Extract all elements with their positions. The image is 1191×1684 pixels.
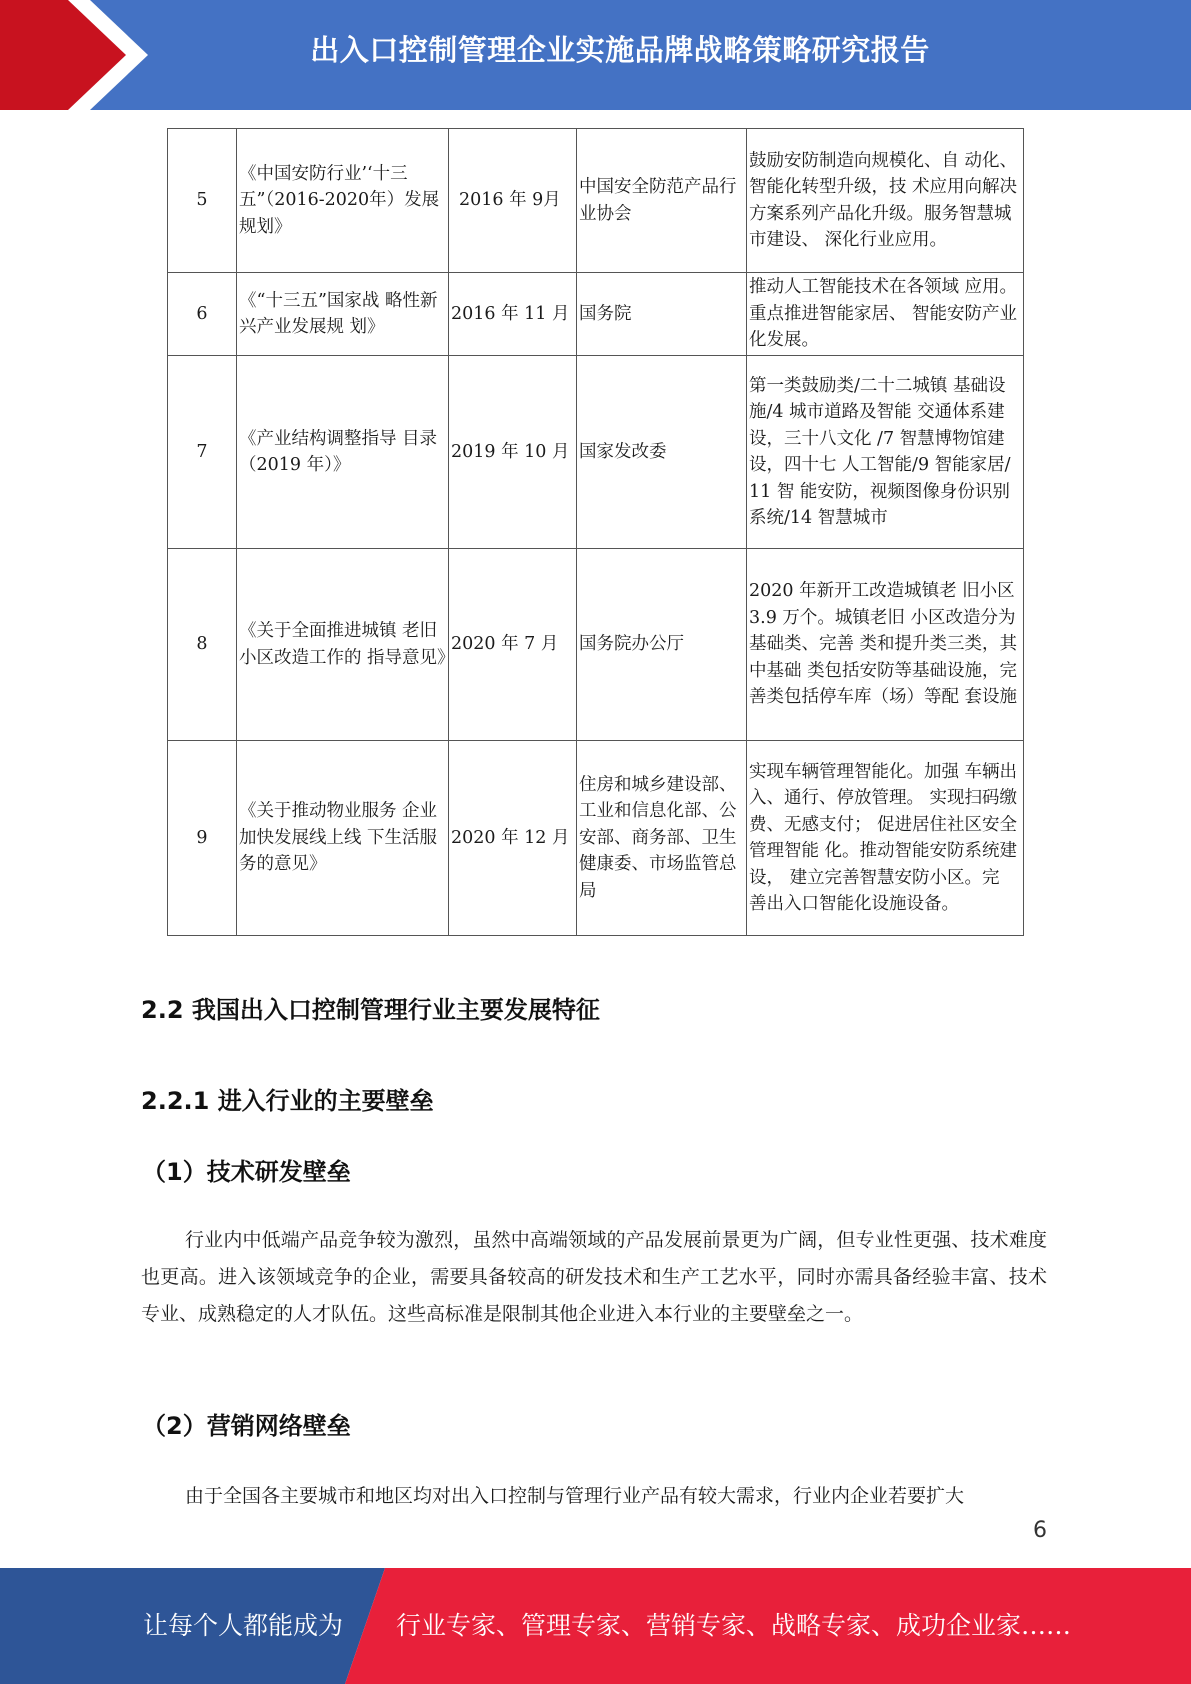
table-row <box>168 549 1024 741</box>
row-number: 9 <box>168 741 237 936</box>
table-row <box>168 741 1024 936</box>
policy-issuer: 中国安全防范产品行业协会 <box>577 129 747 273</box>
policy-name: 《关于推动物业服务 企业加快发展线上线 下生活服务的意见》 <box>237 741 449 936</box>
policy-date: 2016 年 11 月 <box>449 273 577 356</box>
row-number: 7 <box>168 356 237 549</box>
policy-content: 鼓励安防制造向规模化、自 动化、智能化转型升级，技 术应用向解决方案系列产品化升级。服务智慧城市建设、 深化行业应用。 <box>747 129 1024 273</box>
policy-date: 2020 年 12 月 <box>449 741 577 936</box>
policy-issuer: 国务院办公厅 <box>577 549 747 741</box>
page-number: 6 <box>1033 1518 1047 1543</box>
policy-content: 推动人工智能技术在各领域 应用。重点推进智能家居、 智能安防产业化发展。 <box>747 273 1024 356</box>
row-number: 8 <box>168 549 237 741</box>
subheading-tech-barrier: （1）技术研发壁垒 <box>142 1158 351 1186</box>
policy-date: 2019 年 10 月 <box>449 356 577 549</box>
footer-slogan-left: 让每个人都能成为 <box>143 1611 344 1640</box>
policy-issuer: 国家发改委 <box>577 356 747 549</box>
footer-slogan-right: 行业专家、管理专家、营销专家、战略专家、成功企业家…… <box>396 1611 1072 1640</box>
policy-name: 《“十三五”国家战 略性新兴产业发展规 划》 <box>237 273 449 356</box>
header-banner <box>0 0 1191 110</box>
row-number: 6 <box>168 273 237 356</box>
policy-name: 《关于全面推进城镇 老旧小区改造工作的 指导意见》 <box>237 549 449 741</box>
section-heading-2-2-1: 2.2.1 进入行业的主要壁垒 <box>141 1087 434 1115</box>
table-row <box>168 129 1024 273</box>
policy-name: 《产业结构调整指导 目录（2019 年）》 <box>237 356 449 549</box>
row-number: 5 <box>168 129 237 273</box>
policy-content: 第一类鼓励类/二十二城镇 基础设施/4 城市道路及智能 交通体系建设，三十八文化 /7 智慧博物馆建设，四十七 人工智能/9 智能家居/11 智 能安防，视频图像身份识别 系统/14 智慧城市 <box>747 356 1024 549</box>
paragraph-tech-barrier: 行业内中低端产品竞争较为激烈，虽然中高端领域的产品发展前景更为广阔，但专业性更强、技术难度也更高。进入该领域竞争的企业，需要具备较高的研发技术和生产工艺水平，同时亦需具备经验丰富、技术专业、成熟稳定的人才队伍。这些高标准是限制其他企业进入本行业的主要壁垒之一。 <box>141 1229 1047 1325</box>
policy-content: 2020 年新开工改造城镇老 旧小区 3.9 万个。城镇老旧 小区改造分为基础类、完善 类和提升类三类，其中基础 类包括安防等基础设施，完 善类包括停车库（场）等配 套设施 <box>747 549 1024 741</box>
header-arrow-decoration <box>0 0 150 110</box>
policy-content: 实现车辆管理智能化。加强 车辆出入、通行、停放管理。 实现扫码缴费、无感支付； 促进居住社区安全管理智能 化。推动智能安防系统建设， 建立完善智慧安防小区。完 善出入口智能化设施设备。 <box>747 741 1024 936</box>
subheading-marketing-barrier: （2）营销网络壁垒 <box>142 1412 351 1440</box>
policy-issuer: 住房和城乡建设部、工业和信息化部、公安部、商务部、卫生健康委、市场监管总局 <box>577 741 747 936</box>
section-heading-2-2: 2.2 我国出入口控制管理行业主要发展特征 <box>141 996 600 1024</box>
table-row <box>168 356 1024 549</box>
policy-name: 《中国安防行业’‘十三 五”（2016-2020年）发展规划》 <box>237 129 449 273</box>
footer-banner <box>0 1568 1191 1684</box>
report-title: 出入口控制管理企业实施品牌战略策略研究报告 <box>310 33 930 67</box>
table-row <box>168 273 1024 356</box>
paragraph-marketing-barrier: 由于全国各主要城市和地区均对出入口控制与管理行业产品有较大需求，行业内企业若要扩大 <box>185 1485 965 1507</box>
policy-table <box>167 128 1024 936</box>
policy-issuer: 国务院 <box>577 273 747 356</box>
policy-date: 2020 年 7 月 <box>449 549 577 741</box>
policy-date: 2016 年 9月 <box>449 129 577 273</box>
